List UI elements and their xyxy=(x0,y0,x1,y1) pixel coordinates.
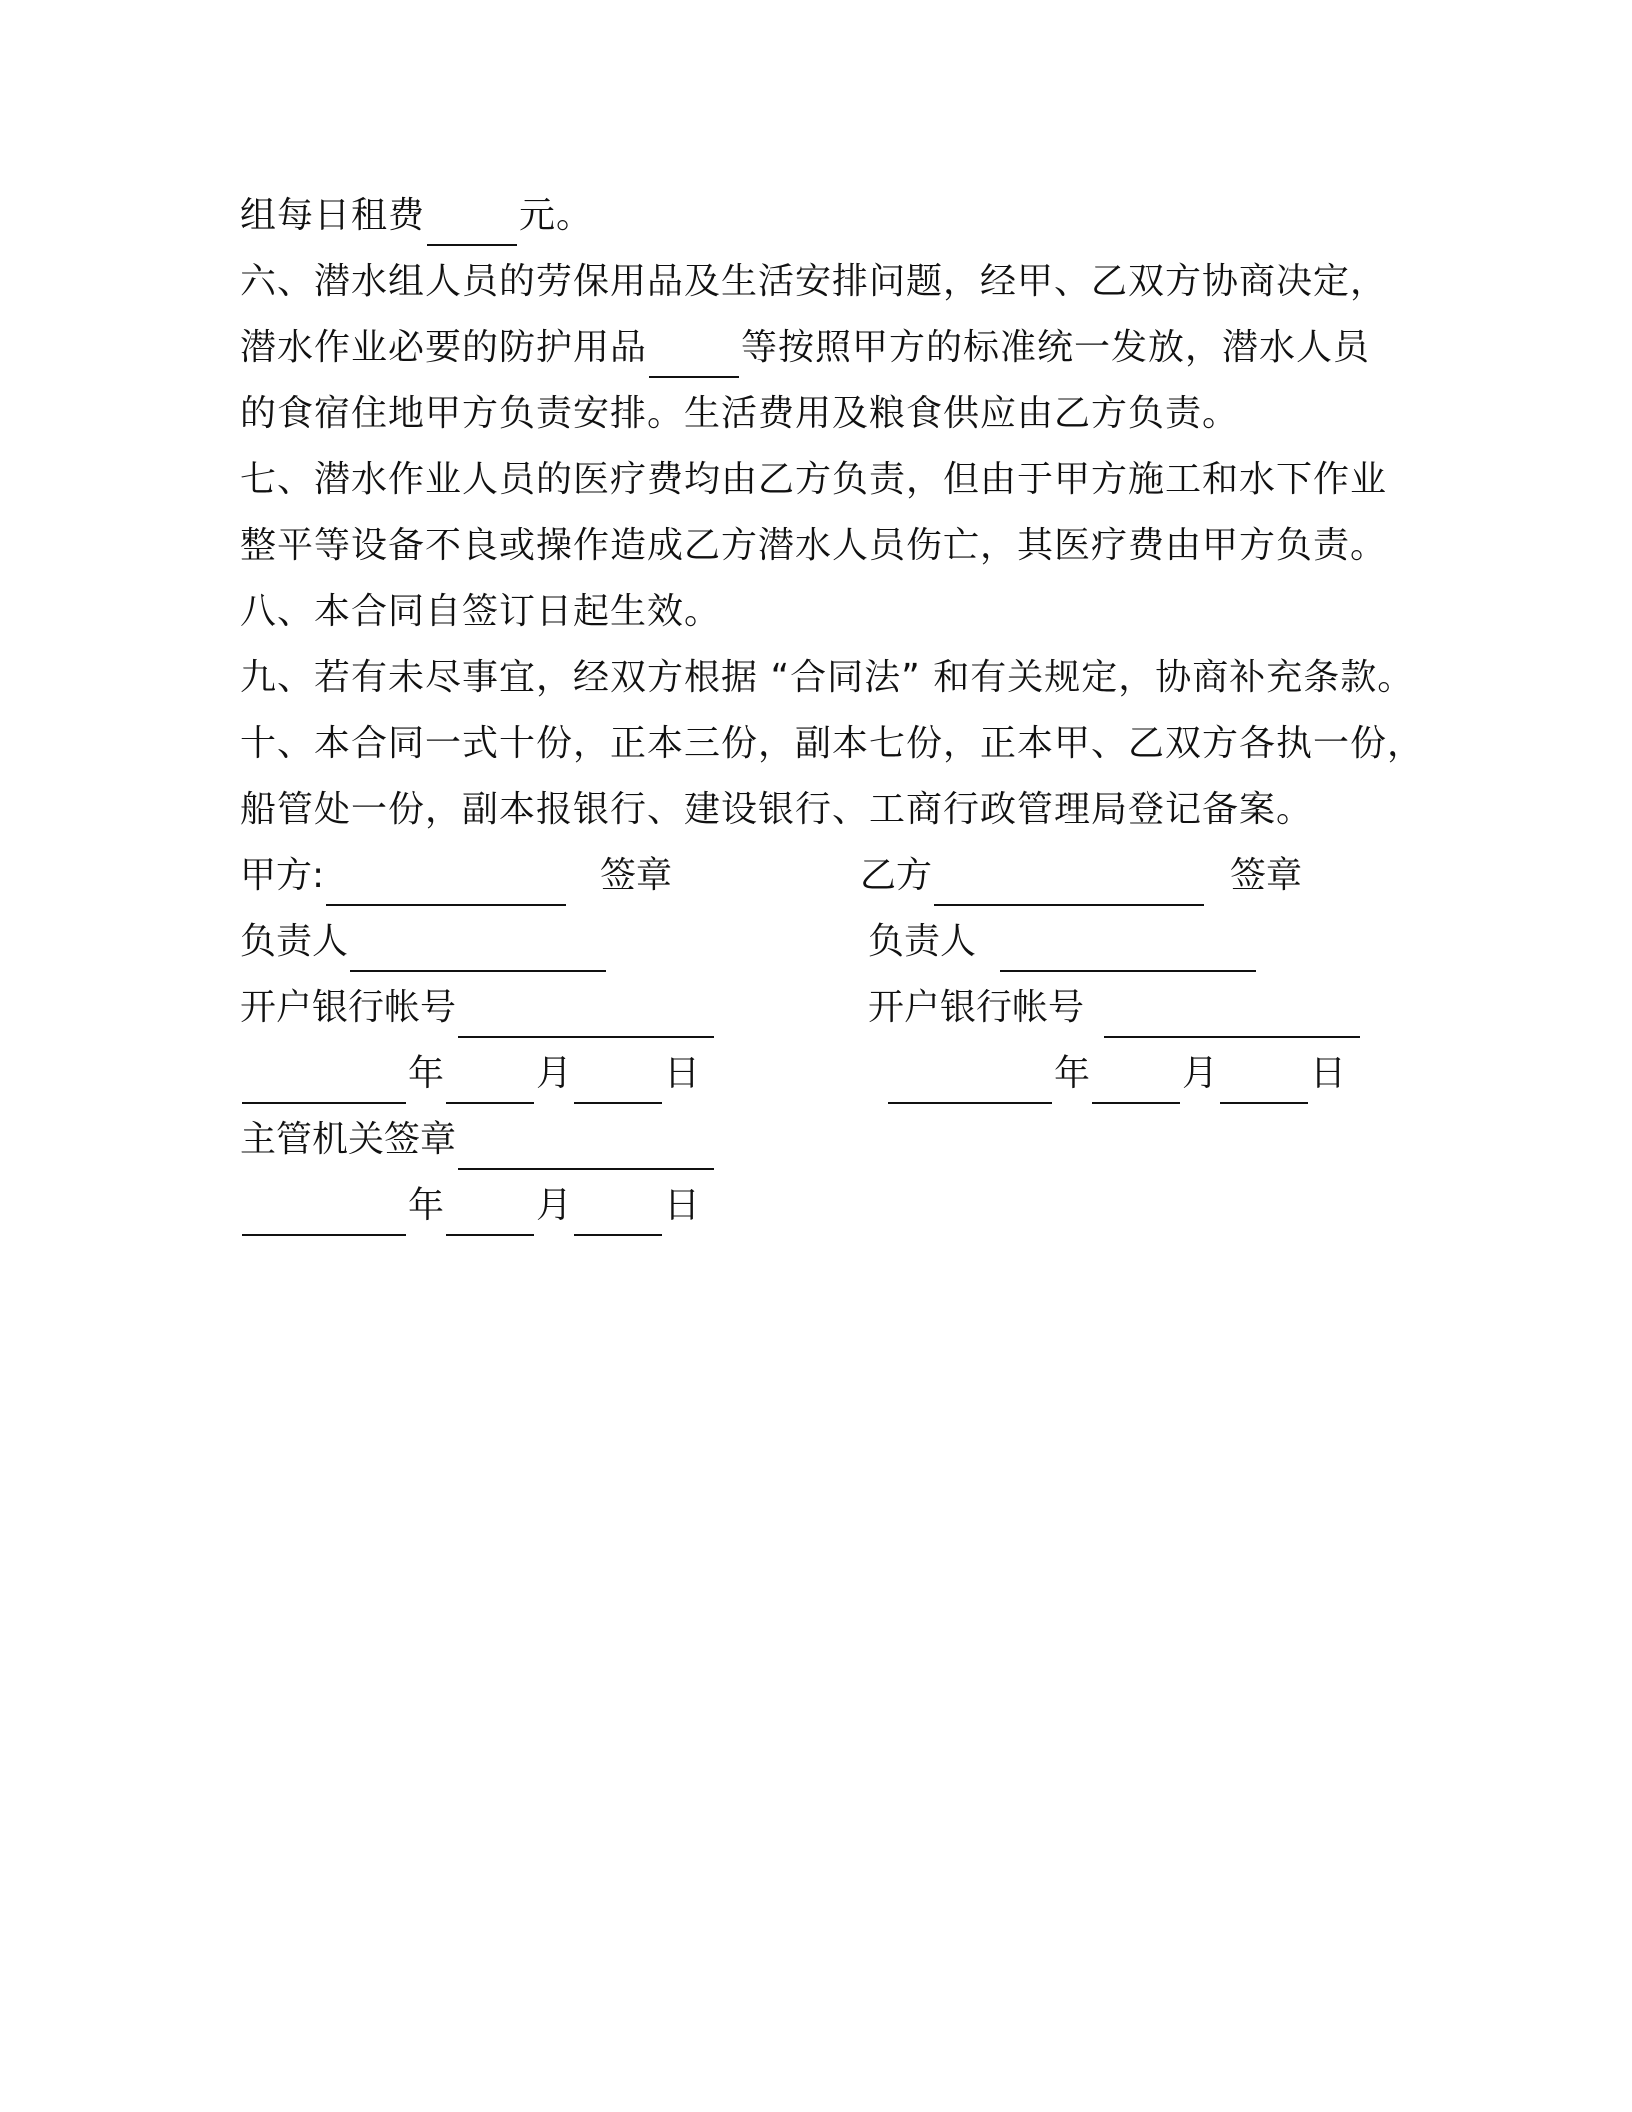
party-b-principal-blank[interactable] xyxy=(1000,924,1256,972)
clause-9 xyxy=(240,648,1414,708)
party-b-year-blank[interactable] xyxy=(888,1056,1052,1104)
party-a-bank-row xyxy=(240,978,716,1038)
party-a-bank-blank[interactable] xyxy=(458,990,714,1038)
clause-6-text-2b: 等按照甲方的标准统一发放，潜水人员 xyxy=(741,327,1371,368)
party-a-seal xyxy=(600,846,672,906)
party-a-label: 甲方: xyxy=(240,855,325,896)
daily-rent-blank[interactable] xyxy=(427,198,517,246)
year-label: 年 xyxy=(1054,1053,1091,1094)
month-label: 月 xyxy=(536,1053,573,1094)
clause-10-text-1: 十、本合同一式十份，正本三份，副本七份，正本甲、乙双方各执一份， xyxy=(240,723,1425,764)
clause-6-line-1 xyxy=(240,252,1387,312)
authority-blank[interactable] xyxy=(458,1122,714,1170)
currency-unit: 元。 xyxy=(519,195,594,236)
party-a-date-row xyxy=(240,1044,700,1104)
clause-7-text-1: 七、潜水作业人员的医疗费均由乙方负责，但由于甲方施工和水下作业 xyxy=(240,459,1388,500)
party-b-bank-label: 开户银行帐号 xyxy=(868,987,1085,1028)
party-a-blank[interactable] xyxy=(326,858,566,906)
party-b-seal-label: 签章 xyxy=(1230,855,1303,896)
authority-day-blank[interactable] xyxy=(574,1188,662,1236)
party-a-principal-row xyxy=(240,912,608,972)
clause-6-line-2 xyxy=(240,318,1370,378)
clause-7-line-1 xyxy=(240,450,1387,510)
clause-9-text: 九、若有未尽事宜，经双方根据 “合同法” 和有关规定，协商补充条款。 xyxy=(240,657,1415,698)
party-b-bank-row xyxy=(868,978,1362,1038)
party-b-principal-label: 负责人 xyxy=(868,921,977,962)
party-a-seal-label: 签章 xyxy=(600,855,673,896)
day-label: 日 xyxy=(1310,1053,1347,1094)
party-b-label: 乙方 xyxy=(860,855,933,896)
clause-7-text-2: 整平等设备不良或操作造成乙方潜水人员伤亡，其医疗费由甲方负责。 xyxy=(240,525,1388,566)
party-b-seal xyxy=(1230,846,1302,906)
authority-date-row xyxy=(240,1176,700,1236)
month-label: 月 xyxy=(536,1185,573,1226)
clause-10-line-2 xyxy=(240,780,1313,840)
party-a-day-blank[interactable] xyxy=(574,1056,662,1104)
day-label: 日 xyxy=(664,1053,701,1094)
clause-7-line-2 xyxy=(240,516,1387,576)
authority-year-blank[interactable] xyxy=(242,1188,406,1236)
daily-rent-label: 组每日租费 xyxy=(240,195,426,236)
authority-month-blank[interactable] xyxy=(446,1188,534,1236)
party-b-day-blank[interactable] xyxy=(1220,1056,1308,1104)
party-a-bank-label: 开户银行帐号 xyxy=(240,987,457,1028)
party-a-month-blank[interactable] xyxy=(446,1056,534,1104)
clause-6-text-1: 六、潜水组人员的劳保用品及生活安排问题，经甲、乙双方协商决定， xyxy=(240,261,1388,302)
party-a-row xyxy=(240,846,568,906)
clause-10-text-2: 船管处一份，副本报银行、建设银行、工商行政管理局登记备案。 xyxy=(240,789,1314,830)
party-a-principal-blank[interactable] xyxy=(350,924,606,972)
clause-8-text: 八、本合同自签订日起生效。 xyxy=(240,591,722,632)
party-b-principal-row xyxy=(868,912,1258,972)
clause-5-end xyxy=(240,186,593,246)
month-label: 月 xyxy=(1182,1053,1219,1094)
party-b-date-row xyxy=(886,1044,1346,1104)
party-a-principal-label: 负责人 xyxy=(240,921,349,962)
party-b-row xyxy=(860,846,1206,906)
protective-gear-blank[interactable] xyxy=(649,330,739,378)
party-a-year-blank[interactable] xyxy=(242,1056,406,1104)
day-label: 日 xyxy=(664,1185,701,1226)
clause-6-text-3: 的食宿住地甲方负责安排。生活费用及粮食供应由乙方负责。 xyxy=(240,393,1240,434)
authority-row xyxy=(240,1110,716,1170)
party-b-bank-blank[interactable] xyxy=(1104,990,1360,1038)
clause-10-line-1 xyxy=(240,714,1424,774)
year-label: 年 xyxy=(408,1053,445,1094)
authority-label: 主管机关签章 xyxy=(240,1119,457,1160)
clause-8 xyxy=(240,582,721,642)
party-b-month-blank[interactable] xyxy=(1092,1056,1180,1104)
clause-6-text-2a: 潜水作业必要的防护用品 xyxy=(240,327,648,368)
clause-6-line-3 xyxy=(240,384,1239,444)
year-label: 年 xyxy=(408,1185,445,1226)
party-b-blank[interactable] xyxy=(934,858,1204,906)
